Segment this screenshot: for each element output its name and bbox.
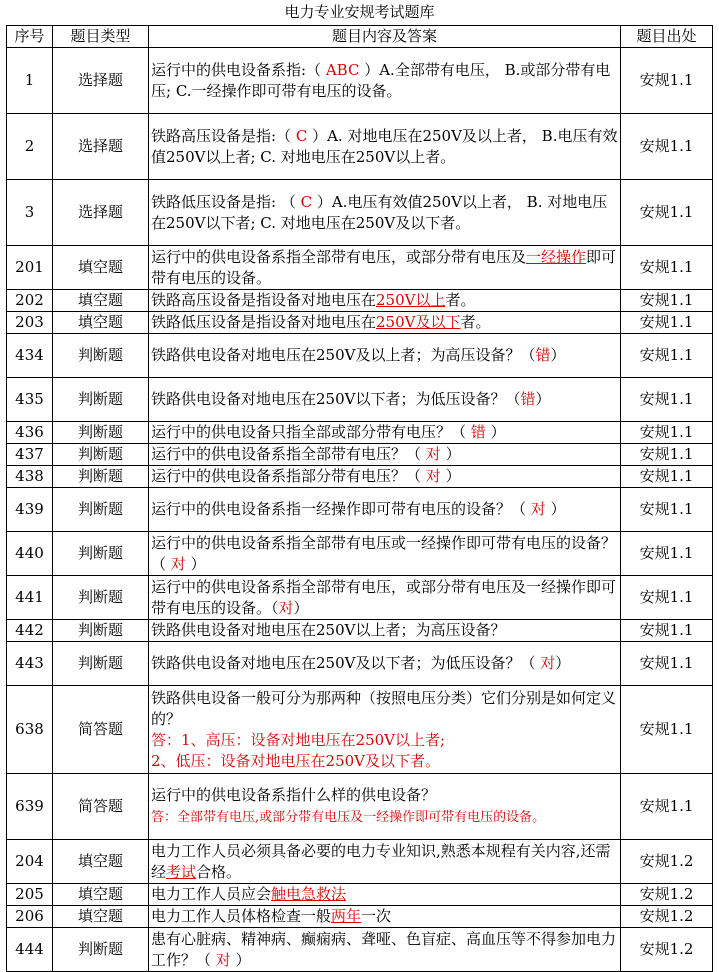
answer-text: C (300, 192, 313, 211)
question-source: 安规1.1 (621, 686, 713, 774)
answer-text: 对 (425, 445, 441, 463)
question-source: 安规1.2 (621, 884, 713, 906)
answer-text: 对 (170, 554, 186, 573)
header-no: 序号 (7, 26, 53, 48)
question-table (6, 25, 713, 972)
question-number: 639 (7, 774, 53, 840)
table-row (7, 906, 713, 928)
question-source: 安规1.2 (621, 928, 713, 972)
answer-text: 对 (215, 950, 231, 969)
table-row (7, 928, 713, 972)
question-content (149, 466, 621, 488)
question-source: 安规1.1 (621, 48, 713, 114)
question-number: 437 (7, 444, 53, 466)
question-text: 电力工作人员必须具备必要的电力专业知识,熟悉本规程有关内容,还需经 (151, 841, 611, 881)
question-source: 安规1.1 (621, 774, 713, 840)
question-source: 安规1.1 (621, 620, 713, 642)
question-text: 铁路高压设备是指设备对地电压在 (151, 291, 377, 309)
question-content (149, 422, 621, 444)
table-row (7, 642, 713, 686)
question-text: 即可带有电压的设备。 (151, 247, 617, 287)
question-content (149, 312, 621, 334)
answer-text: 一经操作 (526, 247, 587, 266)
question-text: ） (545, 500, 566, 518)
question-source: 安规1.1 (621, 180, 713, 246)
answer-text: 错 (470, 423, 486, 441)
question-number: 435 (7, 378, 53, 422)
question-text: ） (440, 467, 461, 485)
question-content (149, 334, 621, 378)
answer-text: C (295, 126, 308, 145)
question-text: ） (555, 654, 571, 672)
answer-text: 答：1、高压：设备对地电压在250V以上者; (151, 730, 446, 749)
question-source: 安规1.1 (621, 576, 713, 620)
question-content (149, 620, 621, 642)
question-text: 铁路供电设备对地电压在250V以上者；为高压设备？ (151, 621, 506, 639)
question-type: 简答题 (53, 686, 149, 774)
question-type: 填空题 (53, 290, 149, 312)
answer-text: 答：全部带有电压,或部分带有电压及一经操作即可带有电压的设备。 (151, 810, 546, 825)
question-type: 判断题 (53, 576, 149, 620)
question-type: 判断题 (53, 334, 149, 378)
question-content (149, 928, 621, 972)
question-text: 电力工作人员体格检查一般 (151, 907, 332, 925)
question-text: 者。 (445, 291, 476, 309)
question-text: 运行中的供电设备系指全部带有电压或一经操作即可带有电压的设备？（ (151, 533, 617, 573)
question-number: 443 (7, 642, 53, 686)
question-source: 安规1.1 (621, 246, 713, 290)
question-text: ） (293, 598, 309, 617)
question-number: 444 (7, 928, 53, 972)
question-text: ） (535, 390, 551, 408)
question-number: 438 (7, 466, 53, 488)
question-text: 一次 (361, 907, 392, 925)
question-number: 440 (7, 532, 53, 576)
answer-text: 错 (535, 346, 551, 364)
table-row (7, 884, 713, 906)
question-number: 439 (7, 488, 53, 532)
table-row (7, 466, 713, 488)
answer-text: 对 (425, 467, 441, 485)
question-text: 运行中的供电设备只指全部或部分带有电压？（ (151, 423, 471, 441)
answer-text: 对 (540, 654, 556, 672)
question-source: 安规1.1 (621, 444, 713, 466)
header-content: 题目内容及答案 (149, 26, 621, 48)
table-row (7, 378, 713, 422)
question-number: 203 (7, 312, 53, 334)
question-type: 判断题 (53, 532, 149, 576)
question-text: 合格。 (196, 862, 242, 881)
question-type: 判断题 (53, 642, 149, 686)
question-number: 206 (7, 906, 53, 928)
question-text: ）A.电压有效值250V以上者， B. 对地电压在250V以下者; C. 对地电压在250V及以下者。 (151, 192, 608, 232)
question-type: 判断题 (53, 422, 149, 444)
question-type: 选择题 (53, 180, 149, 246)
question-text: 铁路供电设备一般可分为那两种（按照电压分类）它们分别是如何定义的？ (151, 688, 617, 728)
question-type: 填空题 (53, 906, 149, 928)
question-content (149, 114, 621, 180)
question-text: 铁路低压设备是指设备对地电压在 (151, 313, 377, 331)
question-content (149, 48, 621, 114)
question-text: ）A.全部带有电压， B.或部分带有电压; C.一经操作即可带有电压的设备。 (151, 60, 611, 100)
question-text: ）A. 对地电压在250V及以上者， B.电压有效值250V以上者; C. 对地电压在250V以上者。 (151, 126, 618, 166)
question-content (149, 686, 621, 774)
table-row (7, 246, 713, 290)
question-source: 安规1.1 (621, 114, 713, 180)
question-type: 选择题 (53, 114, 149, 180)
question-type: 判断题 (53, 620, 149, 642)
question-text: 运行中的供电设备系指全部带有电压？（ (151, 445, 426, 463)
question-source: 安规1.1 (621, 422, 713, 444)
question-type: 简答题 (53, 774, 149, 840)
header-type: 题目类型 (53, 26, 149, 48)
question-text: ） (230, 950, 251, 969)
question-number: 201 (7, 246, 53, 290)
answer-text: 对 (530, 500, 546, 518)
question-text: ） (185, 554, 206, 573)
question-content (149, 444, 621, 466)
question-source: 安规1.1 (621, 488, 713, 532)
question-text: 者。 (460, 313, 491, 331)
answer-text: 对 (278, 598, 294, 617)
question-number: 442 (7, 620, 53, 642)
table-row (7, 180, 713, 246)
answer-text: ABC (325, 60, 360, 79)
question-text: 铁路供电设备对地电压在250V及以上者；为高压设备？（ (151, 346, 536, 364)
answer-text: 两年 (331, 907, 362, 925)
question-content (149, 488, 621, 532)
question-number: 436 (7, 422, 53, 444)
sheet-title: 电力专业安规考试题库 (284, 3, 435, 21)
table-row (7, 620, 713, 642)
question-number: 434 (7, 334, 53, 378)
question-text: 运行中的供电设备系指什么样的供电设备？ (151, 786, 437, 804)
question-number: 638 (7, 686, 53, 774)
question-number: 1 (7, 48, 53, 114)
answer-text: 250V及以下 (376, 313, 461, 331)
table-row (7, 444, 713, 466)
question-type: 判断题 (53, 444, 149, 466)
question-type: 填空题 (53, 884, 149, 906)
question-text: 运行中的供电设备系指全部带有电压，或部分带有电压及 (151, 247, 527, 266)
question-source: 安规1.2 (621, 840, 713, 884)
question-content (149, 906, 621, 928)
question-number: 2 (7, 114, 53, 180)
answer-text: 考试 (166, 862, 197, 881)
question-content (149, 532, 621, 576)
question-text: 患有心脏病、精神病、癫痫病、聋哑、色盲症、高血压等不得参加电力工作？（ (151, 929, 617, 969)
answer-text: 错 (520, 390, 536, 408)
answer-text: 2、低压：设备对地电压在250V及以下者。 (151, 751, 441, 770)
question-content (149, 378, 621, 422)
question-text: 运行中的供电设备系指部分带有电压？（ (151, 467, 426, 485)
table-row (7, 840, 713, 884)
question-source: 安规1.1 (621, 466, 713, 488)
question-source: 安规1.1 (621, 378, 713, 422)
question-source: 安规1.1 (621, 642, 713, 686)
question-type: 判断题 (53, 466, 149, 488)
question-content (149, 180, 621, 246)
question-source: 安规1.1 (621, 334, 713, 378)
question-content (149, 642, 621, 686)
question-content (149, 840, 621, 884)
question-number: 205 (7, 884, 53, 906)
question-text: 电力工作人员应会 (151, 885, 272, 903)
question-text: 运行中的供电设备系指:（ (151, 60, 326, 79)
question-content (149, 884, 621, 906)
question-source: 安规1.2 (621, 906, 713, 928)
table-row (7, 290, 713, 312)
header-source: 题目出处 (621, 26, 713, 48)
table-row (7, 532, 713, 576)
answer-text: 触电急救法 (271, 885, 347, 903)
question-source: 安规1.1 (621, 532, 713, 576)
question-source: 安规1.1 (621, 290, 713, 312)
question-text: 运行中的供电设备系指一经操作即可带有电压的设备？（ (151, 500, 531, 518)
question-type: 判断题 (53, 378, 149, 422)
answer-text: 250V以上 (376, 291, 446, 309)
question-type: 判断题 (53, 488, 149, 532)
question-type: 选择题 (53, 48, 149, 114)
question-type: 填空题 (53, 840, 149, 884)
question-text: ） (485, 423, 506, 441)
question-number: 204 (7, 840, 53, 884)
table-row (7, 488, 713, 532)
table-row (7, 422, 713, 444)
question-type: 填空题 (53, 246, 149, 290)
question-text: ） (550, 346, 566, 364)
table-row (7, 334, 713, 378)
table-row (7, 774, 713, 840)
table-row (7, 686, 713, 774)
question-number: 202 (7, 290, 53, 312)
question-text: 铁路低压设备是指: （ (151, 192, 301, 211)
table-row (7, 576, 713, 620)
question-text: 铁路供电设备对地电压在250V以下者；为低压设备？（ (151, 390, 521, 408)
question-content (149, 774, 621, 840)
table-row (7, 114, 713, 180)
question-type: 判断题 (53, 928, 149, 972)
table-row (7, 312, 713, 334)
question-text: 铁路高压设备是指:（ (151, 126, 296, 145)
question-text: ） (440, 445, 461, 463)
question-type: 填空题 (53, 312, 149, 334)
question-content (149, 576, 621, 620)
question-content (149, 290, 621, 312)
table-row (7, 48, 713, 114)
question-text: 运行中的供电设备系指全部带有电压，或部分带有电压及一经操作即可带有电压的设备。（ (151, 577, 617, 617)
question-source: 安规1.1 (621, 312, 713, 334)
question-text: 铁路供电设备对地电压在250V及以下者；为低压设备？（ (151, 654, 541, 672)
question-number: 441 (7, 576, 53, 620)
header-row (7, 26, 713, 48)
question-number: 3 (7, 180, 53, 246)
question-content (149, 246, 621, 290)
